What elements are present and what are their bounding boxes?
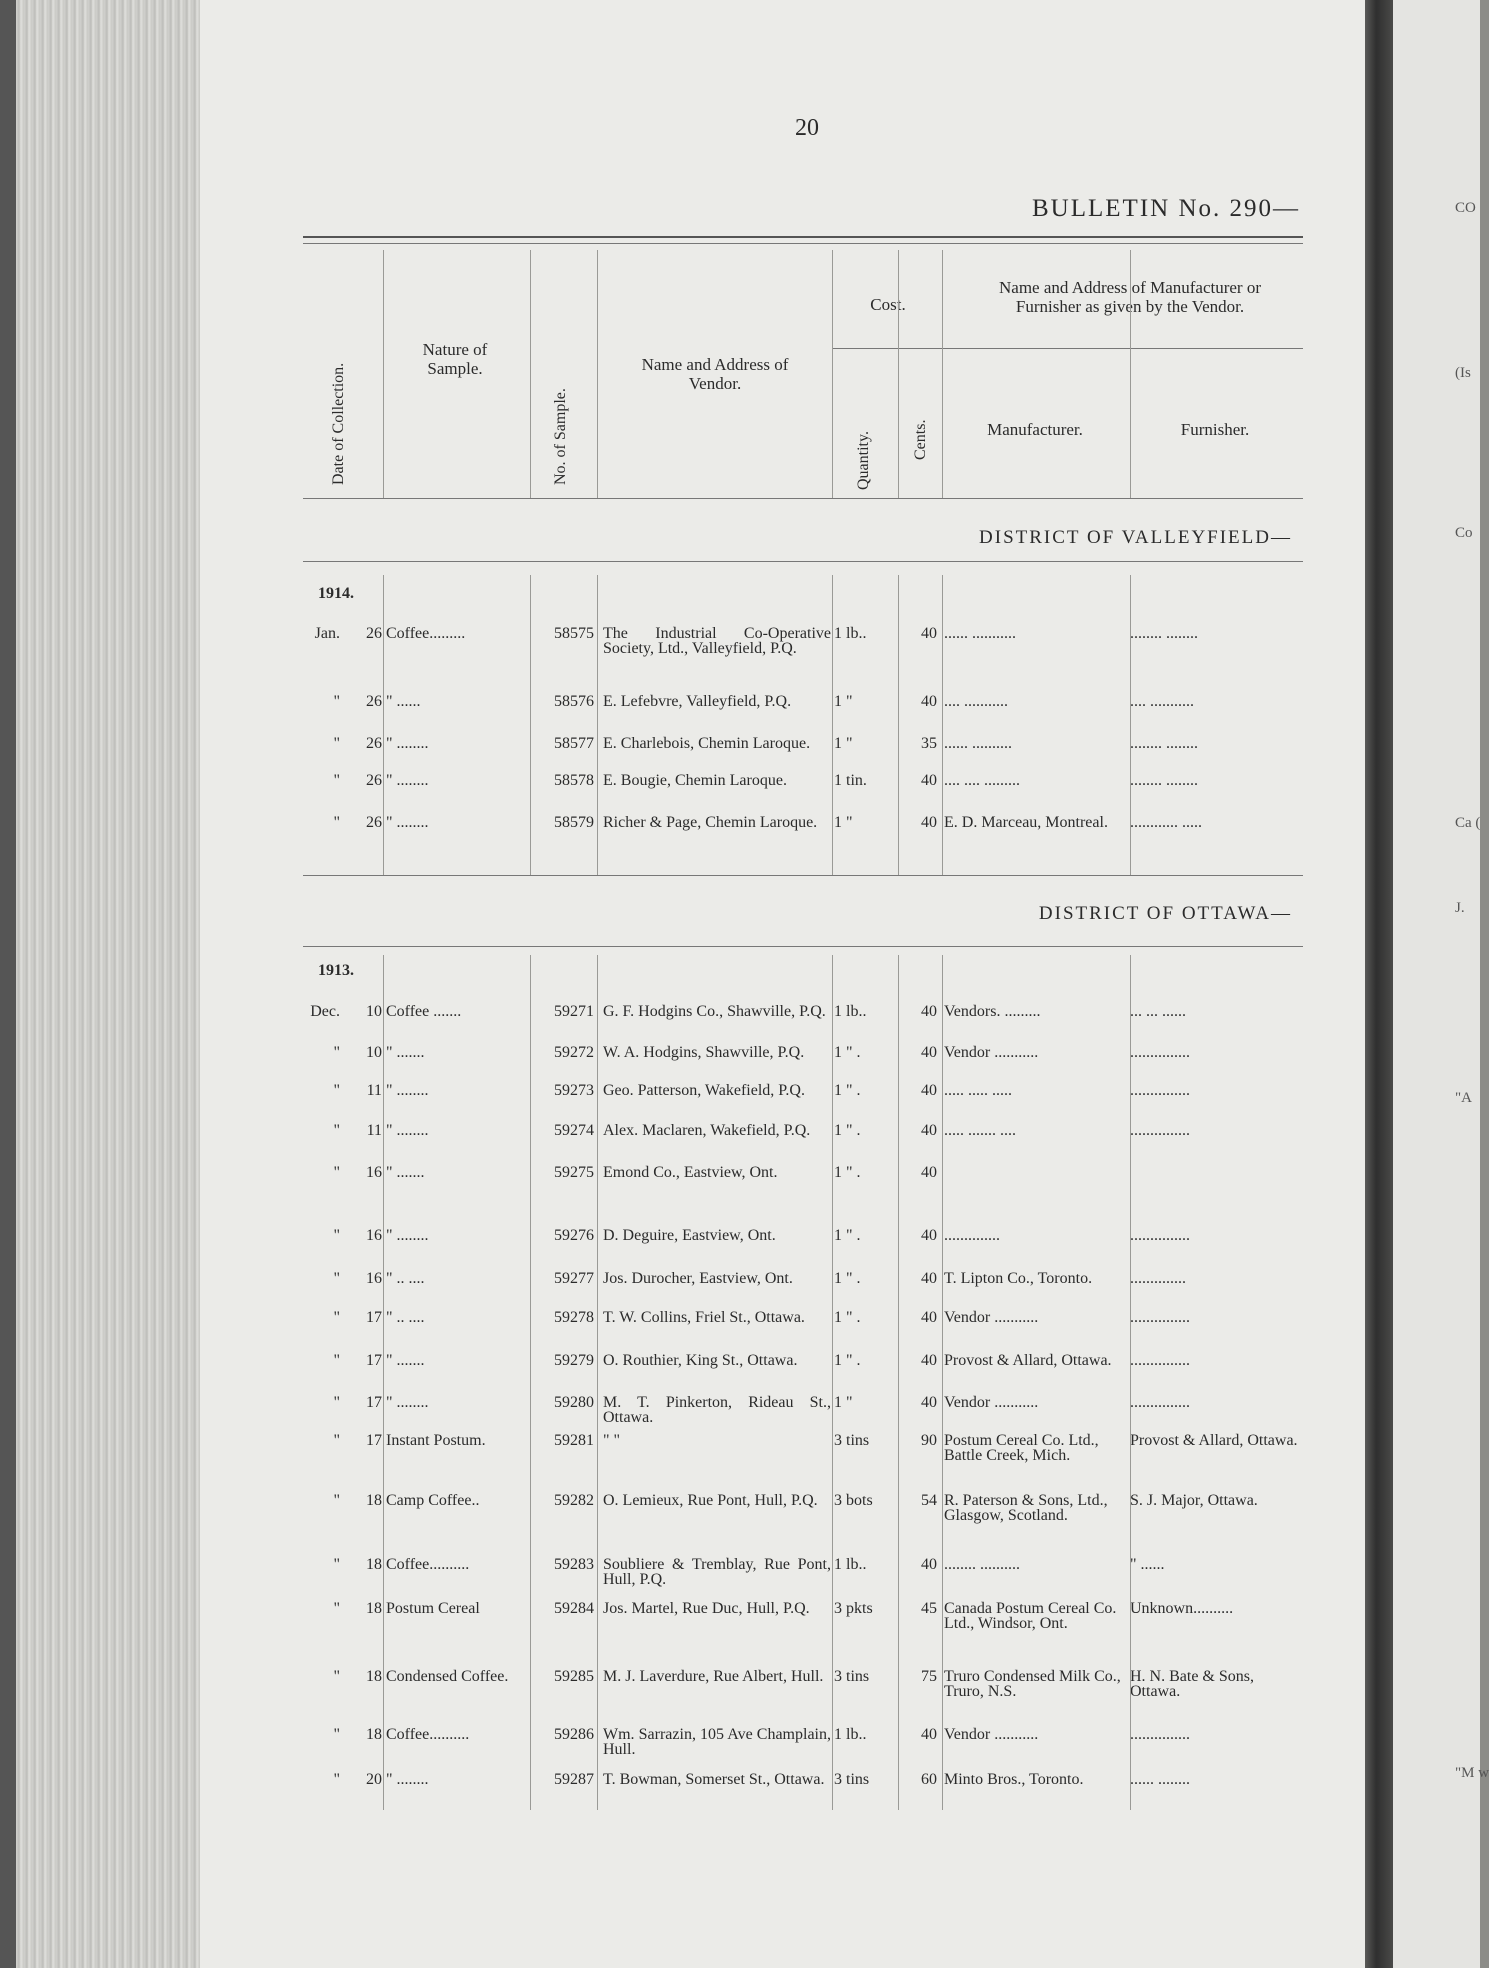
manufacturer-cell: E. D. Marceau, Montreal. — [944, 814, 1108, 831]
sample-number-cell: 59286 — [554, 1726, 594, 1743]
sample-number-cell: 59284 — [554, 1600, 594, 1617]
vendor-cell: M. T. Pinkerton, Rideau St., Ottawa. — [603, 1394, 831, 1426]
manufacturer-cell: Vendor ........... — [944, 1309, 1039, 1326]
year-label: 1913. — [318, 962, 354, 979]
cents-cell: 54 — [921, 1492, 937, 1509]
vendor-cell: Emond Co., Eastview, Ont. — [603, 1164, 778, 1181]
nature-cell: " ........ — [386, 735, 429, 752]
furnisher-cell: ............... — [1130, 1352, 1190, 1369]
cents-cell: 75 — [921, 1668, 937, 1685]
furnisher-cell: ........ ........ — [1130, 772, 1198, 789]
quantity-cell: 1 " . — [834, 1082, 861, 1099]
vendor-cell: The Industrial Co-Operative Society, Ltd., Valleyfield, P.Q. — [603, 625, 831, 657]
month-cell: " — [333, 1082, 340, 1099]
header-top-rule-2 — [303, 243, 1303, 244]
quantity-cell: 1 lb.. — [834, 1003, 867, 1020]
column-rule — [942, 250, 943, 498]
month-cell: Jan. — [314, 625, 340, 642]
manufacturer-cell: Canada Postum Cereal Co. Ltd., Windsor, Ont. — [944, 1600, 1117, 1632]
vendor-cell: T. W. Collins, Friel St., Ottawa. — [603, 1309, 805, 1326]
furnisher-cell: ............ ..... — [1130, 814, 1202, 831]
nature-cell: " ........ — [386, 772, 429, 789]
sample-number-cell: 59279 — [554, 1352, 594, 1369]
book-gutter — [1365, 0, 1393, 1968]
header-date: Date of Collection. — [330, 362, 347, 485]
sample-number-cell: 59282 — [554, 1492, 594, 1509]
day-cell: 17 — [366, 1394, 382, 1411]
column-rule — [942, 955, 943, 1810]
day-cell: 11 — [366, 1122, 382, 1139]
furnisher-cell: Provost & Allard, Ottawa. — [1130, 1432, 1298, 1449]
sample-number-cell: 59274 — [554, 1122, 594, 1139]
month-cell: " — [333, 1600, 340, 1617]
cents-cell: 40 — [921, 1122, 937, 1139]
vendor-cell: O. Lemieux, Rue Pont, Hull, P.Q. — [603, 1492, 818, 1509]
column-rule — [898, 250, 899, 498]
quantity-cell: 1 " . — [834, 1044, 861, 1061]
nature-cell: Postum Cereal — [386, 1600, 480, 1617]
column-rule — [1130, 575, 1131, 875]
quantity-cell: 3 tins — [834, 1432, 870, 1449]
quantity-cell: 1 " . — [834, 1309, 861, 1326]
vendor-cell: Geo. Patterson, Wakefield, P.Q. — [603, 1082, 805, 1099]
header-cost: Cost. — [870, 295, 906, 314]
cents-cell: 40 — [921, 1003, 937, 1020]
furnisher-cell: Unknown.......... — [1130, 1600, 1234, 1617]
month-cell: " — [333, 1270, 340, 1287]
sample-number-cell: 58579 — [554, 814, 594, 831]
month-cell: Dec. — [310, 1003, 340, 1020]
vendor-cell: O. Routhier, King St., Ottawa. — [603, 1352, 798, 1369]
quantity-cell: 1 " . — [834, 1227, 861, 1244]
furnisher-cell: ............... — [1130, 1122, 1190, 1139]
manufacturer-cell: ...... .......... — [944, 735, 1012, 752]
sample-number-cell: 59287 — [554, 1771, 594, 1788]
nature-cell: " ........ — [386, 814, 429, 831]
header-nature: Nature of Sample. — [422, 340, 488, 378]
day-cell: 18 — [366, 1556, 382, 1573]
vendor-cell: W. A. Hodgins, Shawville, P.Q. — [603, 1044, 805, 1061]
manufacturer-cell: Minto Bros., Toronto. — [944, 1771, 1084, 1788]
manufacturer-cell: ........ .......... — [944, 1556, 1020, 1573]
month-cell: " — [333, 1122, 340, 1139]
month-cell: " — [333, 1352, 340, 1369]
nature-cell: Camp Coffee.. — [386, 1492, 480, 1509]
cents-cell: 40 — [921, 772, 937, 789]
manufacturer-cell: Truro Condensed Milk Co., Truro, N.S. — [944, 1668, 1121, 1700]
month-cell: " — [333, 814, 340, 831]
nature-cell: " ....... — [386, 1044, 425, 1061]
vendor-cell: G. F. Hodgins Co., Shawville, P.Q. — [603, 1003, 826, 1020]
column-rule — [832, 955, 833, 1810]
manufacturer-cell: Vendors. ......... — [944, 1003, 1041, 1020]
month-cell: " — [333, 1771, 340, 1788]
sample-number-cell: 59280 — [554, 1394, 594, 1411]
book-edge-shadow — [0, 0, 16, 1968]
month-cell: " — [333, 1044, 340, 1061]
day-cell: 10 — [366, 1003, 382, 1020]
cents-cell: 40 — [921, 1270, 937, 1287]
header-manufacturer-group: Name and Address of Manufacturer or Furnisher as given by the Vendor. — [999, 278, 1261, 316]
nature-cell: " .. .... — [386, 1309, 425, 1326]
cents-cell: 60 — [921, 1771, 937, 1788]
day-cell: 16 — [366, 1227, 382, 1244]
cents-cell: 40 — [921, 1556, 937, 1573]
vendor-cell: T. Bowman, Somerset St., Ottawa. — [603, 1771, 825, 1788]
column-rule — [1130, 250, 1131, 498]
cents-cell: 40 — [921, 625, 937, 642]
cents-cell: 40 — [921, 1394, 937, 1411]
vendor-cell: D. Deguire, Eastview, Ont. — [603, 1227, 776, 1244]
furnisher-cell: .... ........... — [1130, 693, 1194, 710]
nature-cell: " ....... — [386, 1352, 425, 1369]
month-cell: " — [333, 1668, 340, 1685]
manufacturer-cell: .... ........... — [944, 693, 1008, 710]
manufacturer-cell: T. Lipton Co., Toronto. — [944, 1270, 1093, 1287]
furnisher-cell: .............. — [1130, 1270, 1186, 1287]
nature-cell: Coffee......... — [386, 625, 466, 642]
manufacturer-cell: ..... ....... .... — [944, 1122, 1016, 1139]
column-rule — [898, 955, 899, 1810]
header-top-rule — [303, 236, 1303, 238]
quantity-cell: 1 lb.. — [834, 1556, 867, 1573]
nature-cell: " ........ — [386, 1771, 429, 1788]
manufacturer-cell: .... .... ......... — [944, 772, 1020, 789]
cents-cell: 35 — [921, 735, 937, 752]
quantity-cell: 1 " . — [834, 1122, 861, 1139]
day-cell: 18 — [366, 1726, 382, 1743]
facing-text: CO — [1455, 200, 1476, 216]
header-cents: Cents. — [912, 419, 929, 460]
month-cell: " — [333, 693, 340, 710]
vendor-cell: " " — [603, 1432, 621, 1449]
month-cell: " — [333, 1432, 340, 1449]
furnisher-cell: ........ ........ — [1130, 625, 1198, 642]
section-end-rule — [303, 875, 1303, 876]
running-head: BULLETIN No. 290— — [1032, 195, 1300, 222]
furnisher-cell: ............... — [1130, 1726, 1190, 1743]
sample-number-cell: 58578 — [554, 772, 594, 789]
vendor-cell: E. Bougie, Chemin Laroque. — [603, 772, 787, 789]
quantity-cell: 1 lb.. — [834, 1726, 867, 1743]
cents-cell: 40 — [921, 1082, 937, 1099]
quantity-cell: 3 tins — [834, 1771, 870, 1788]
column-rule — [942, 575, 943, 875]
nature-cell: " .. .... — [386, 1270, 425, 1287]
furnisher-cell: " ...... — [1130, 1556, 1165, 1573]
facing-text: Ca ( — [1455, 815, 1481, 831]
vendor-cell: Wm. Sarrazin, 105 Ave Champlain, Hull. — [603, 1726, 831, 1758]
cents-cell: 40 — [921, 1726, 937, 1743]
mfr-underline — [942, 348, 1303, 349]
sample-number-cell: 59277 — [554, 1270, 594, 1287]
district-heading: DISTRICT OF VALLEYFIELD— — [979, 527, 1292, 548]
vendor-cell: Richer & Page, Chemin Laroque. — [603, 814, 818, 831]
sample-number-cell: 59273 — [554, 1082, 594, 1099]
sample-number-cell: 59285 — [554, 1668, 594, 1685]
furnisher-cell: S. J. Major, Ottawa. — [1130, 1492, 1258, 1509]
manufacturer-cell: ..... ..... ..... — [944, 1082, 1012, 1099]
district-rule — [303, 946, 1303, 947]
manufacturer-cell: Postum Cereal Co. Ltd., Battle Creek, Mich. — [944, 1432, 1099, 1464]
district-rule — [303, 561, 1303, 562]
sample-number-cell: 58575 — [554, 625, 594, 642]
header-manufacturer: Manufacturer. — [987, 420, 1083, 439]
vendor-cell: M. J. Laverdure, Rue Albert, Hull. — [603, 1668, 824, 1685]
manufacturer-cell: Vendor ........... — [944, 1394, 1039, 1411]
month-cell: " — [333, 772, 340, 789]
vendor-cell: Jos. Durocher, Eastview, Ont. — [603, 1270, 793, 1287]
column-rule — [597, 250, 598, 498]
day-cell: 26 — [366, 625, 382, 642]
column-rule — [383, 955, 384, 1810]
quantity-cell: 1 " — [834, 693, 853, 710]
sample-number-cell: 59276 — [554, 1227, 594, 1244]
day-cell: 16 — [366, 1164, 382, 1181]
quantity-cell: 1 " — [834, 814, 853, 831]
vendor-cell: E. Lefebvre, Valleyfield, P.Q. — [603, 693, 792, 710]
column-rule — [530, 250, 531, 498]
vendor-cell: E. Charlebois, Chemin Laroque. — [603, 735, 811, 752]
cents-cell: 45 — [921, 1600, 937, 1617]
furnisher-cell: ...... ........ — [1130, 1771, 1190, 1788]
furnisher-cell: ............... — [1130, 1082, 1190, 1099]
quantity-cell: 1 lb.. — [834, 625, 867, 642]
manufacturer-cell: .............. — [944, 1227, 1000, 1244]
day-cell: 26 — [366, 772, 382, 789]
month-cell: " — [333, 1556, 340, 1573]
manufacturer-cell: ...... ........... — [944, 625, 1016, 642]
day-cell: 26 — [366, 693, 382, 710]
page-stack-edge — [0, 0, 215, 1968]
sample-number-cell: 59272 — [554, 1044, 594, 1061]
day-cell: 10 — [366, 1044, 382, 1061]
cents-cell: 40 — [921, 1164, 937, 1181]
cents-cell: 40 — [921, 1227, 937, 1244]
header-sample-no: No. of Sample. — [552, 388, 569, 485]
nature-cell: " ........ — [386, 1122, 429, 1139]
day-cell: 18 — [366, 1668, 382, 1685]
furnisher-cell: ............... — [1130, 1227, 1190, 1244]
furnisher-cell: ........ ........ — [1130, 735, 1198, 752]
cents-cell: 40 — [921, 693, 937, 710]
sample-number-cell: 58577 — [554, 735, 594, 752]
day-cell: 18 — [366, 1492, 382, 1509]
facing-text: "M w — [1455, 1765, 1489, 1781]
furnisher-cell: ............... — [1130, 1044, 1190, 1061]
quantity-cell: 1 " . — [834, 1270, 861, 1287]
month-cell: " — [333, 1309, 340, 1326]
district-heading: DISTRICT OF OTTAWA— — [1038, 903, 1292, 924]
quantity-cell: 1 tin. — [834, 772, 867, 789]
furnisher-cell: ... ... ...... — [1130, 1003, 1186, 1020]
vendor-cell: Jos. Martel, Rue Duc, Hull, P.Q. — [603, 1600, 810, 1617]
nature-cell: Condensed Coffee. — [386, 1668, 509, 1685]
day-cell: 17 — [366, 1309, 382, 1326]
sample-number-cell: 59281 — [554, 1432, 594, 1449]
column-rule — [530, 575, 531, 875]
day-cell: 20 — [366, 1771, 382, 1788]
facing-text: J. — [1455, 900, 1465, 916]
furnisher-cell: H. N. Bate & Sons, Ottawa. — [1130, 1668, 1254, 1700]
header-vendor: Name and Address of Vendor. — [641, 355, 789, 393]
sample-number-cell: 59283 — [554, 1556, 594, 1573]
facing-text: (Is — [1455, 365, 1471, 381]
vendor-cell: Alex. Maclaren, Wakefield, P.Q. — [603, 1122, 811, 1139]
quantity-cell: 1 " . — [834, 1352, 861, 1369]
nature-cell: " ...... — [386, 693, 421, 710]
cents-cell: 40 — [921, 1044, 937, 1061]
cents-cell: 40 — [921, 1309, 937, 1326]
column-rule — [832, 575, 833, 875]
nature-cell: " ........ — [386, 1394, 429, 1411]
quantity-cell: 1 " — [834, 1394, 853, 1411]
facing-page — [1393, 0, 1489, 1968]
column-rule — [597, 575, 598, 875]
column-rule — [530, 955, 531, 1810]
nature-cell: " ....... — [386, 1164, 425, 1181]
day-cell: 17 — [366, 1352, 382, 1369]
header-bottom-rule — [303, 498, 1303, 499]
quantity-cell: 3 tins — [834, 1668, 870, 1685]
month-cell: " — [333, 1492, 340, 1509]
header-quantity: Quantity. — [855, 431, 872, 490]
facing-text: "A — [1455, 1090, 1472, 1106]
column-rule — [1130, 955, 1131, 1810]
nature-cell: Coffee.......... — [386, 1726, 470, 1743]
column-rule — [383, 575, 384, 875]
column-rule — [898, 575, 899, 875]
month-cell: " — [333, 1164, 340, 1181]
month-cell: " — [333, 1227, 340, 1244]
cost-underline — [832, 348, 942, 349]
sample-number-cell: 59271 — [554, 1003, 594, 1020]
sample-number-cell: 59278 — [554, 1309, 594, 1326]
day-cell: 16 — [366, 1270, 382, 1287]
quantity-cell: 1 " — [834, 735, 853, 752]
page-number: 20 — [795, 115, 819, 141]
manufacturer-cell: R. Paterson & Sons, Ltd., Glasgow, Scotland. — [944, 1492, 1108, 1524]
nature-cell: " ........ — [386, 1082, 429, 1099]
nature-cell: Coffee ....... — [386, 1003, 462, 1020]
sample-number-cell: 59275 — [554, 1164, 594, 1181]
manufacturer-cell: Vendor ........... — [944, 1726, 1039, 1743]
year-label: 1914. — [318, 585, 354, 602]
quantity-cell: 1 " . — [834, 1164, 861, 1181]
vendor-cell: Soubliere & Tremblay, Rue Pont, Hull, P.Q. — [603, 1556, 831, 1588]
manufacturer-cell: Provost & Allard, Ottawa. — [944, 1352, 1112, 1369]
quantity-cell: 3 bots — [834, 1492, 873, 1509]
column-rule — [383, 250, 384, 498]
column-rule — [832, 250, 833, 498]
furnisher-cell: ............... — [1130, 1394, 1190, 1411]
day-cell: 18 — [366, 1600, 382, 1617]
cents-cell: 40 — [921, 1352, 937, 1369]
nature-cell: Coffee.......... — [386, 1556, 470, 1573]
column-rule — [597, 955, 598, 1810]
day-cell: 11 — [366, 1082, 382, 1099]
sample-number-cell: 58576 — [554, 693, 594, 710]
facing-text: Co — [1455, 525, 1473, 541]
header-furnisher: Furnisher. — [1180, 420, 1250, 439]
cents-cell: 90 — [921, 1432, 937, 1449]
nature-cell: " ........ — [386, 1227, 429, 1244]
month-cell: " — [333, 735, 340, 752]
manufacturer-cell: Vendor ........... — [944, 1044, 1039, 1061]
day-cell: 26 — [366, 814, 382, 831]
quantity-cell: 3 pkts — [834, 1600, 873, 1617]
month-cell: " — [333, 1726, 340, 1743]
day-cell: 26 — [366, 735, 382, 752]
month-cell: " — [333, 1394, 340, 1411]
cents-cell: 40 — [921, 814, 937, 831]
day-cell: 17 — [366, 1432, 382, 1449]
furnisher-cell: ............... — [1130, 1309, 1190, 1326]
nature-cell: Instant Postum. — [386, 1432, 486, 1449]
